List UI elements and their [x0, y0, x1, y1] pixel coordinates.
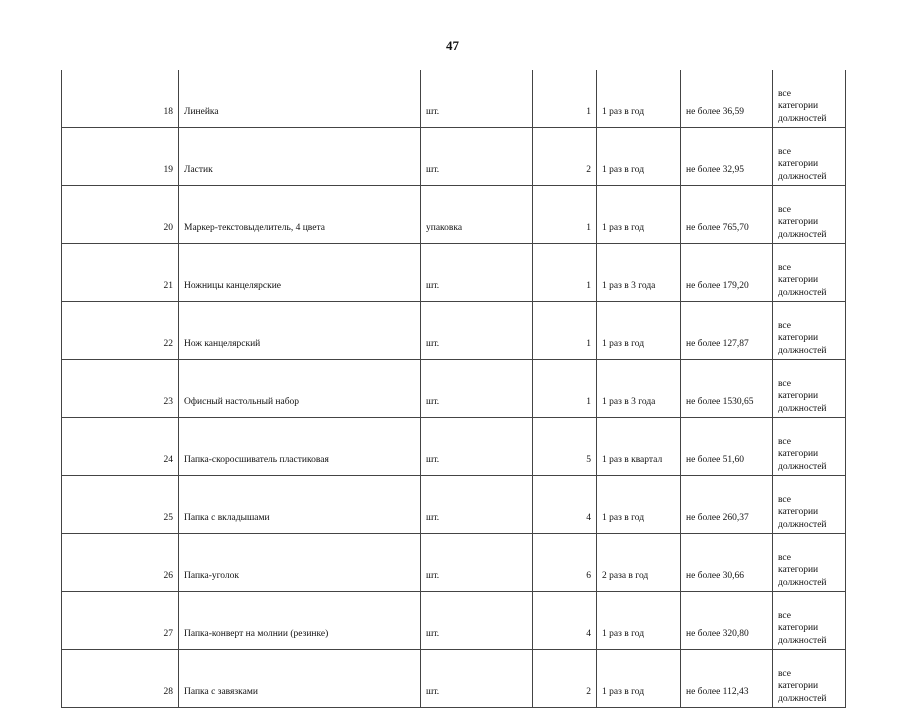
item-price: не более 30,66 [681, 534, 773, 592]
item-name: Линейка [179, 70, 421, 128]
row-number: 24 [62, 418, 179, 476]
category-line: должностей [778, 519, 827, 530]
row-number: 22 [62, 302, 179, 360]
item-frequency: 1 раз в год [597, 476, 681, 534]
category-line: категории [778, 391, 819, 401]
item-frequency: 1 раз в 3 года [597, 244, 681, 302]
category-line: должностей [778, 461, 827, 472]
category-line: категории [778, 275, 819, 285]
item-category [773, 186, 846, 244]
item-price: не более 112,43 [681, 650, 773, 708]
item-unit: шт. [421, 534, 533, 592]
table-row [62, 302, 846, 360]
page-number: 47 [446, 38, 459, 53]
item-category [773, 592, 846, 650]
item-frequency: 1 раз в год [597, 302, 681, 360]
row-number: 26 [62, 534, 179, 592]
row-number: 28 [62, 650, 179, 708]
item-quantity: 2 [533, 128, 597, 186]
item-category [773, 534, 846, 592]
category-line: должностей [778, 635, 827, 646]
category-line: должностей [778, 577, 827, 588]
item-category [773, 476, 846, 534]
item-frequency: 1 раз в 3 года [597, 360, 681, 418]
item-unit: шт. [421, 128, 533, 186]
table-row [62, 592, 846, 650]
item-price: не более 1530,65 [681, 360, 773, 418]
row-number: 21 [62, 244, 179, 302]
item-name: Ластик [179, 128, 421, 186]
item-price: не более 127,87 [681, 302, 773, 360]
item-frequency: 1 раз в год [597, 70, 681, 128]
category-line: все [778, 378, 791, 389]
item-unit: шт. [421, 360, 533, 418]
item-category [773, 244, 846, 302]
row-number: 18 [62, 70, 179, 128]
item-quantity: 1 [533, 302, 597, 360]
item-category [773, 360, 846, 418]
item-name: Офисный настольный набор [179, 360, 421, 418]
row-number: 19 [62, 128, 179, 186]
item-name: Маркер-текстовыделитель, 4 цвета [179, 186, 421, 244]
category-line: категории [778, 623, 819, 633]
item-category [773, 302, 846, 360]
item-unit: шт. [421, 302, 533, 360]
item-unit: шт. [421, 70, 533, 128]
item-name: Нож канцелярский [179, 302, 421, 360]
item-price: не более 320,80 [681, 592, 773, 650]
item-price: не более 179,20 [681, 244, 773, 302]
item-quantity: 2 [533, 650, 597, 708]
table-row [62, 244, 846, 302]
item-name: Папка-скоросшиватель пластиковая [179, 418, 421, 476]
category-line: все [778, 494, 791, 505]
item-category [773, 128, 846, 186]
category-line: должностей [778, 345, 827, 356]
item-quantity: 6 [533, 534, 597, 592]
category-line: должностей [778, 287, 827, 298]
category-line: категории [778, 217, 819, 227]
item-name: Папка-уголок [179, 534, 421, 592]
table-row [62, 476, 846, 534]
category-line: все [778, 436, 791, 447]
category-line: категории [778, 159, 819, 169]
supplies-table [61, 70, 846, 708]
item-name: Папка с завязками [179, 650, 421, 708]
item-unit: шт. [421, 476, 533, 534]
item-frequency: 1 раз в год [597, 650, 681, 708]
item-frequency: 1 раз в год [597, 592, 681, 650]
item-unit: шт. [421, 650, 533, 708]
item-name: Папка-конверт на молнии (резинке) [179, 592, 421, 650]
item-unit: упаковка [421, 186, 533, 244]
category-line: все [778, 552, 791, 563]
table-row [62, 186, 846, 244]
table-row [62, 418, 846, 476]
item-price: не более 32,95 [681, 128, 773, 186]
item-quantity: 1 [533, 186, 597, 244]
category-line: категории [778, 449, 819, 459]
item-price: не более 51,60 [681, 418, 773, 476]
item-frequency: 1 раз в год [597, 128, 681, 186]
category-line: все [778, 610, 791, 621]
item-quantity: 1 [533, 244, 597, 302]
category-line: все [778, 320, 791, 331]
category-line: должностей [778, 693, 827, 704]
table-row [62, 360, 846, 418]
category-line: все [778, 88, 791, 99]
category-line: должностей [778, 229, 827, 240]
item-unit: шт. [421, 592, 533, 650]
category-line: должностей [778, 171, 827, 182]
item-price: не более 765,70 [681, 186, 773, 244]
category-line: все [778, 204, 791, 215]
row-number: 25 [62, 476, 179, 534]
item-name: Ножницы канцелярские [179, 244, 421, 302]
category-line: категории [778, 681, 819, 691]
category-line: категории [778, 333, 819, 343]
item-quantity: 1 [533, 70, 597, 128]
category-line: категории [778, 507, 819, 517]
category-line: должностей [778, 403, 827, 414]
row-number: 20 [62, 186, 179, 244]
item-category [773, 418, 846, 476]
item-frequency: 1 раз в квартал [597, 418, 681, 476]
category-line: все [778, 146, 791, 157]
item-category [773, 70, 846, 128]
category-line: все [778, 668, 791, 679]
item-unit: шт. [421, 244, 533, 302]
item-quantity: 1 [533, 360, 597, 418]
item-quantity: 4 [533, 592, 597, 650]
item-frequency: 2 раза в год [597, 534, 681, 592]
category-line: все [778, 262, 791, 273]
table-row [62, 650, 846, 708]
row-number: 27 [62, 592, 179, 650]
item-unit: шт. [421, 418, 533, 476]
category-line: категории [778, 101, 819, 111]
row-number: 23 [62, 360, 179, 418]
item-quantity: 5 [533, 418, 597, 476]
category-line: категории [778, 565, 819, 575]
table-row [62, 70, 846, 128]
item-category [773, 650, 846, 708]
table-row [62, 128, 846, 186]
table-body [62, 70, 846, 708]
item-name: Папка с вкладышами [179, 476, 421, 534]
table-row [62, 534, 846, 592]
item-price: не более 260,37 [681, 476, 773, 534]
item-frequency: 1 раз в год [597, 186, 681, 244]
item-quantity: 4 [533, 476, 597, 534]
category-line: должностей [778, 113, 827, 124]
item-price: не более 36,59 [681, 70, 773, 128]
